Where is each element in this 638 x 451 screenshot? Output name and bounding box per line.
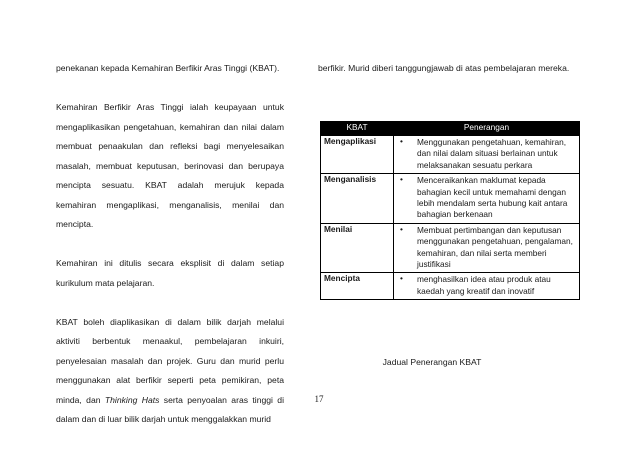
table-row bbox=[321, 136, 580, 174]
bullet-icon: • bbox=[394, 174, 412, 224]
right-text-column bbox=[318, 59, 580, 79]
paragraph-4 bbox=[56, 313, 284, 430]
kbat-name: Mengaplikasi bbox=[321, 136, 394, 174]
kbat-description: menghasilkan idea atau produk atau kaedah yang kreatif dan inovatif bbox=[411, 273, 580, 300]
kbat-description: Menceraikankan maklumat kepada bahagian kecil untuk memahami dengan lebih mendalam serta hubung kait antara bahagian berkenaan bbox=[411, 174, 580, 224]
left-text-column bbox=[56, 59, 284, 430]
kbat-name: Mencipta bbox=[321, 273, 394, 300]
table-row bbox=[321, 273, 580, 300]
paragraph-3: Kemahiran ini ditulis secara eksplisit di dalam setiap kurikulum mata pelajaran. bbox=[56, 258, 284, 288]
right-intro-paragraph: berfikir. Murid diberi tanggungjawab di atas pembelajaran mereka. bbox=[318, 63, 570, 73]
table-caption: Jadual Penerangan KBAT bbox=[382, 357, 482, 367]
header-kbat: KBAT bbox=[321, 122, 394, 136]
bullet-icon: • bbox=[394, 273, 412, 300]
paragraph-1: penekanan kepada Kemahiran Berfikir Aras Tinggi (KBAT). bbox=[56, 63, 280, 73]
kbat-description: Membuat pertimbangan dan keputusan menggunakan pengetahuan, pengalaman, kemahiran, dan nilai serta memberi justifikasi bbox=[411, 223, 580, 273]
kbat-name: Menilai bbox=[321, 223, 394, 273]
kbat-name: Menganalisis bbox=[321, 174, 394, 224]
thinking-hats-term: Thinking Hats bbox=[104, 394, 160, 405]
page-number: 17 bbox=[314, 394, 324, 404]
paragraph-2: Kemahiran Berfikir Aras Tinggi ialah keupayaan untuk mengaplikasikan pengetahuan, kemahiran dan nilai dalam membuat penaakulan dan refleksi bagi menyelesaikan masalah, membuat keputusan, berinovasi dan berupaya mencipta sesuatu. KBAT adalah merujuk kepada kemahiran mengaplikasi, menganalisis, menilai dan mencipta. bbox=[56, 102, 284, 229]
kbat-description: Menggunakan pengetahuan, kemahiran, dan nilai dalam situasi berlainan untuk melaksanakan sesuatu perkara bbox=[411, 136, 580, 174]
bullet-icon: • bbox=[394, 223, 412, 273]
table-row bbox=[321, 174, 580, 224]
paragraph-4-text-a: KBAT boleh diaplikasikan di dalam bilik darjah melalui aktiviti berbentuk menaakul, pembelajaran inkuiri, penyelesaian masalah dan projek. Guru dan murid perlu menggunakan alat berfikir seperti peta pemikiran, peta minda, dan bbox=[56, 316, 284, 405]
table-header-row bbox=[321, 122, 580, 136]
paragraph-4-text-b: serta penyoalan aras tinggi di dalam dan di luar bilik darjah untuk menggalakkan murid bbox=[56, 394, 284, 424]
table-row bbox=[321, 223, 580, 273]
kbat-table bbox=[320, 121, 580, 300]
bullet-icon: • bbox=[394, 136, 412, 174]
header-penerangan: Penerangan bbox=[394, 122, 580, 136]
